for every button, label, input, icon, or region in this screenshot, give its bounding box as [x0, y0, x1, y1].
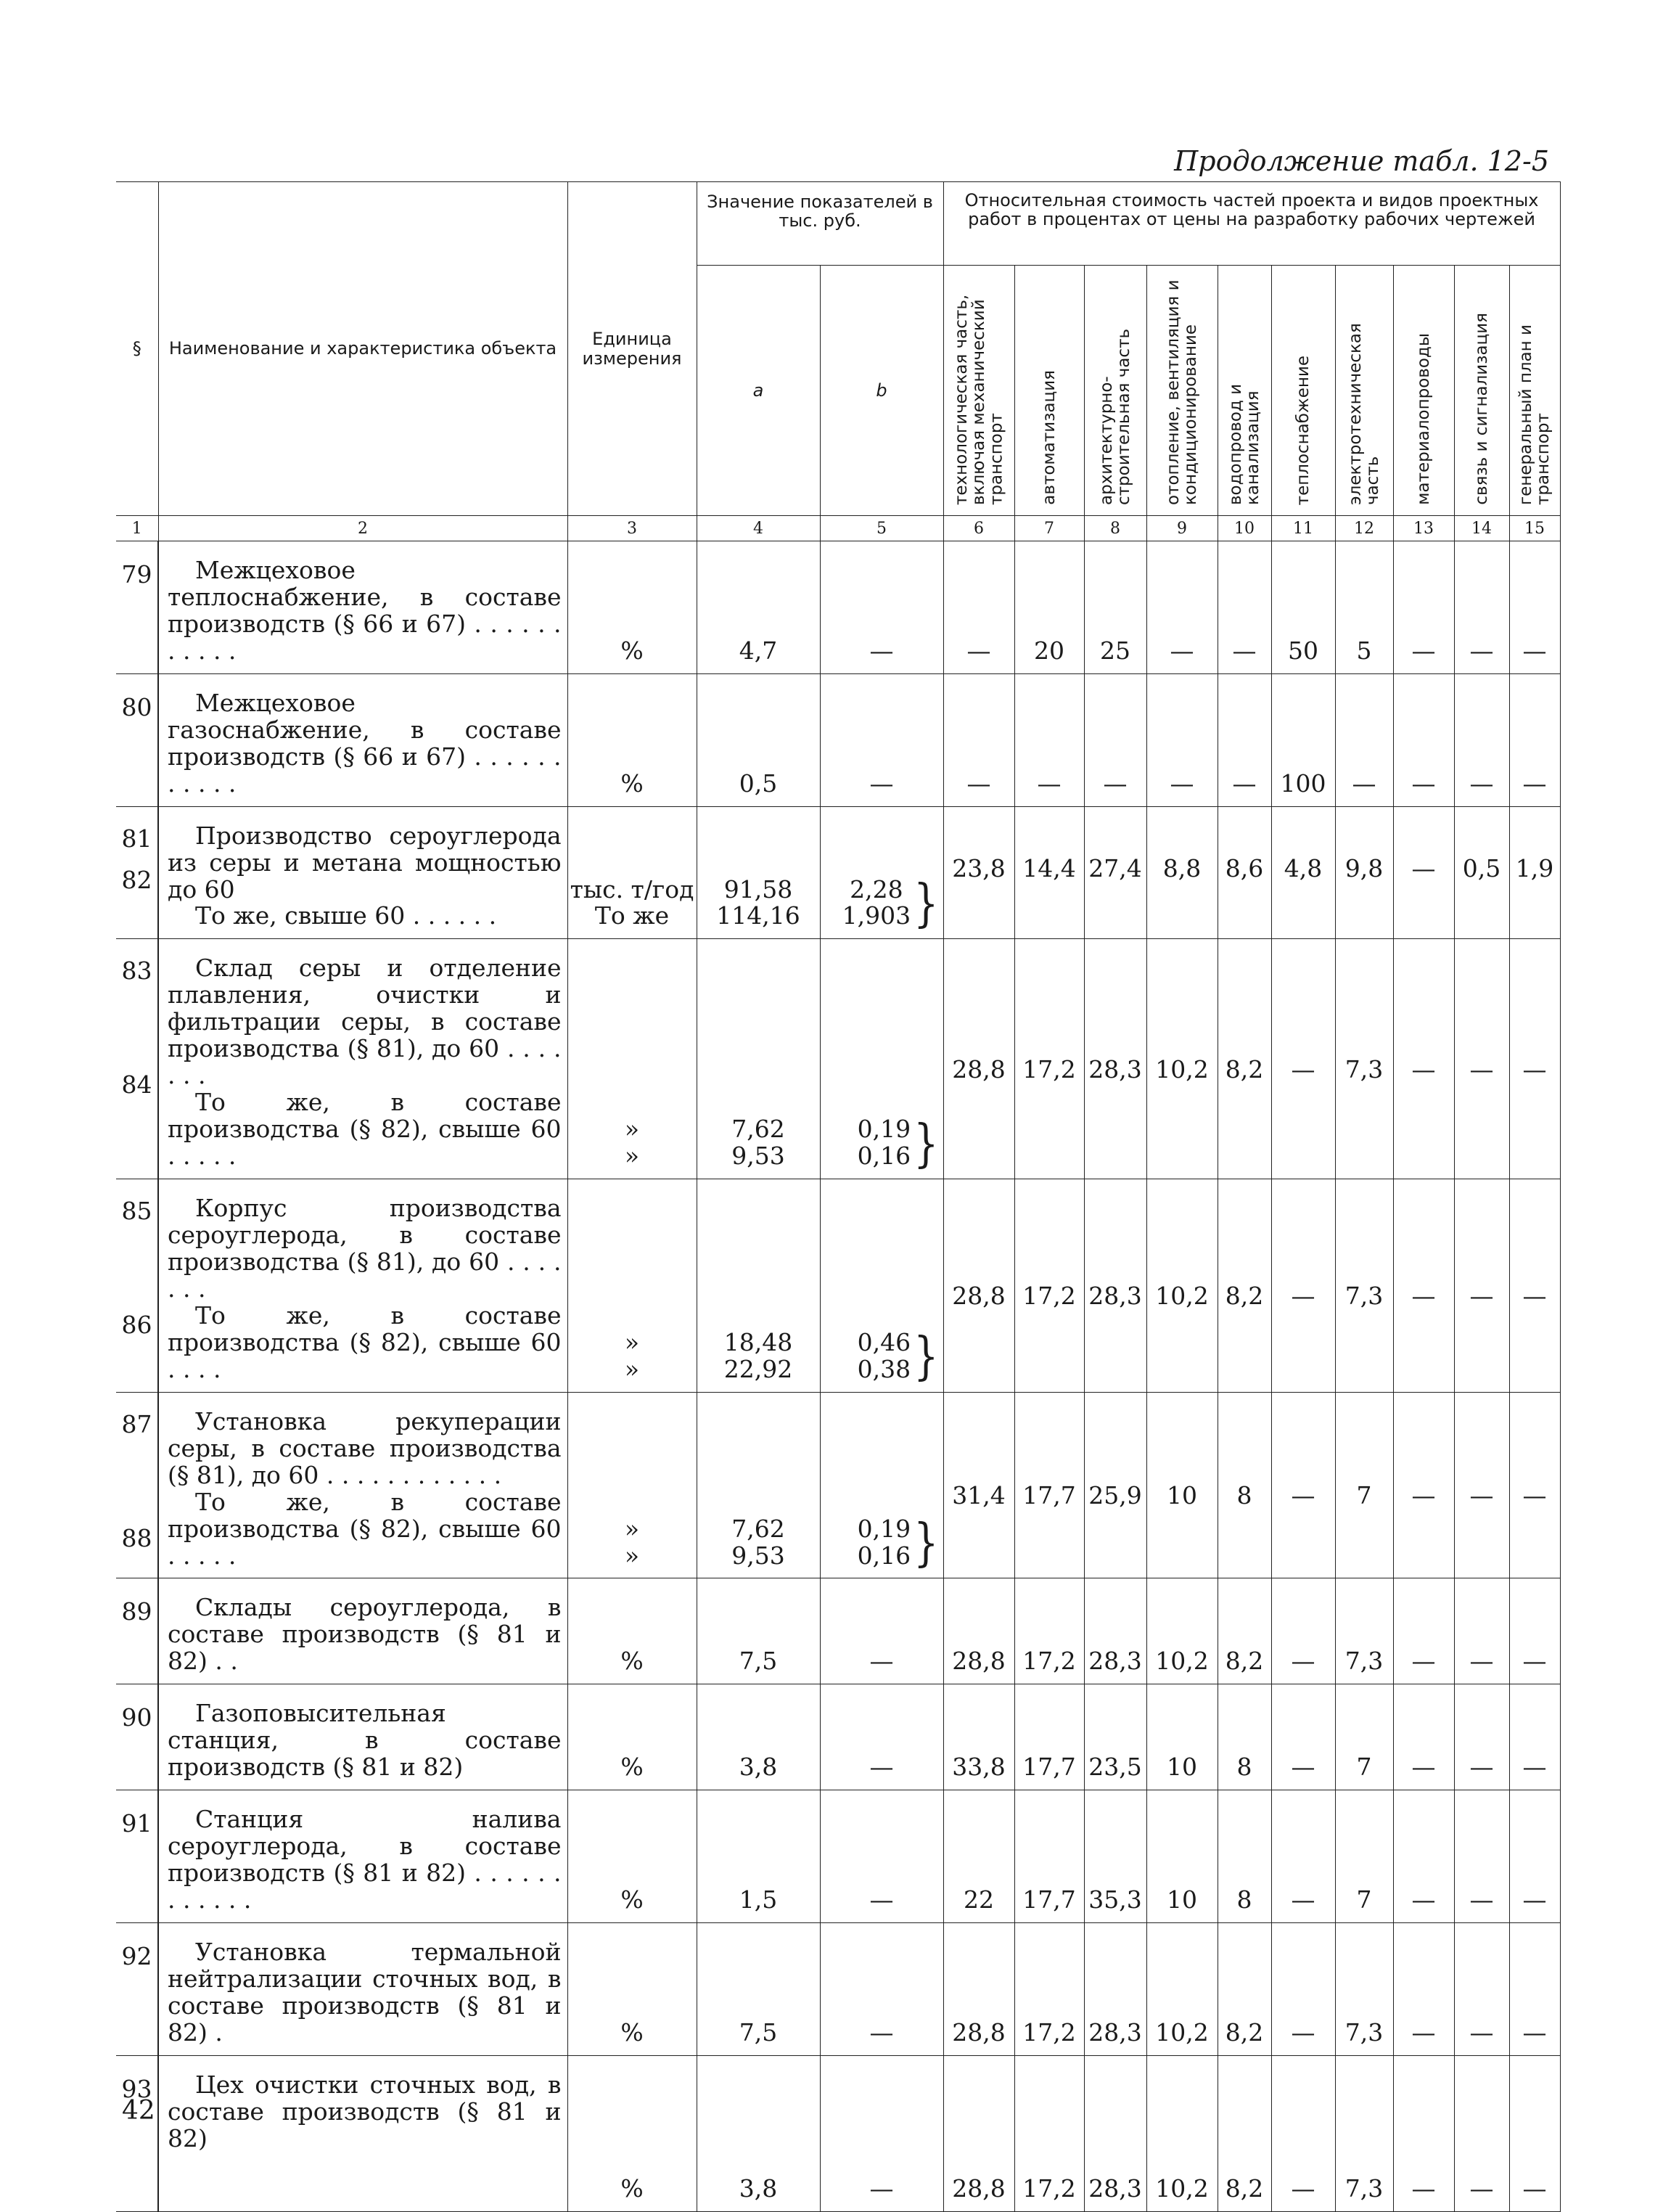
header-col-15: генеральный план и транспорт	[1509, 266, 1560, 516]
cost-cell-col-13: —	[1393, 673, 1454, 806]
column-number: 3	[567, 516, 697, 541]
header-col-10: водопровод и канализация	[1218, 266, 1271, 516]
cost-cell-col-6: 28,8	[943, 1922, 1014, 2055]
column-number: 7	[1014, 516, 1084, 541]
cost-cell-col-13: —	[1393, 939, 1454, 1179]
section-number: 87 88	[116, 1392, 158, 1578]
cost-cell-col-11: —	[1271, 1179, 1335, 1393]
header-unit: Единица измерения	[567, 182, 697, 516]
section-number: 93	[116, 2055, 158, 2211]
column-number: 1	[116, 516, 158, 541]
cost-cell-col-12: 7,3	[1335, 1578, 1393, 1684]
value-a: 7,62 9,53	[697, 939, 820, 1179]
unit-cell: » »	[567, 1392, 697, 1578]
cost-cell-col-12: 7	[1335, 1392, 1393, 1578]
cost-cell-col-10: 8	[1218, 1392, 1271, 1578]
column-number: 15	[1509, 516, 1560, 541]
section-number: 80	[116, 673, 158, 806]
column-number: 5	[820, 516, 943, 541]
cost-cell-col-15: —	[1509, 1790, 1560, 1923]
unit-cell: %	[567, 1684, 697, 1790]
cost-cell-col-7: —	[1014, 673, 1084, 806]
cost-cell-col-14: —	[1454, 541, 1509, 674]
cost-cell-col-13: —	[1393, 1392, 1454, 1578]
column-number: 4	[697, 516, 820, 541]
object-name: Корпус производства сероуглерода, в составе производства (§ 81), до 60 . . . . . . . То же, в составе производства (§ 82), свыше 60 . . . .	[158, 1179, 567, 1393]
cost-cell-col-7: 17,7	[1014, 1790, 1084, 1923]
cost-cell-col-15: —	[1509, 1684, 1560, 1790]
object-name: Станция налива сероуглерода, в составе производств (§ 81 и 82) . . . . . . . . . . . .	[158, 1790, 567, 1923]
cost-cell-col-7: 17,7	[1014, 1684, 1084, 1790]
header-values-group: Значение показателей в тыс. руб.	[697, 182, 943, 266]
cost-cell-col-9: 10,2	[1146, 1922, 1218, 2055]
table-row	[116, 1578, 1560, 1684]
cost-cell-col-11: —	[1271, 1392, 1335, 1578]
cost-cell-col-10: 8,2	[1218, 1578, 1271, 1684]
cost-cell-col-14: —	[1454, 1922, 1509, 2055]
cost-cell-col-9: —	[1146, 673, 1218, 806]
column-number: 12	[1335, 516, 1393, 541]
cost-cell-col-10: 8,2	[1218, 2055, 1271, 2211]
unit-cell: %	[567, 1790, 697, 1923]
cost-cell-col-6: 28,8	[943, 1578, 1014, 1684]
value-a: 0,5	[697, 673, 820, 806]
cost-cell-col-13: —	[1393, 806, 1454, 939]
section-number: 89	[116, 1578, 158, 1684]
cost-cell-col-15: —	[1509, 1922, 1560, 2055]
cost-cell-col-9: 10,2	[1146, 939, 1218, 1179]
table-row	[116, 1179, 1560, 1393]
table-row	[116, 1392, 1560, 1578]
header-col-6: технологическая часть, включая механический транспорт	[943, 266, 1014, 516]
brace-icon: }	[913, 1326, 939, 1386]
header-cost-group: Относительная стоимость частей проекта и видов проектных работ в процентах от цены на разработку рабочих чертежей	[943, 182, 1560, 266]
cost-cell-col-10: 8	[1218, 1790, 1271, 1923]
unit-cell: » »	[567, 1179, 697, 1393]
unit-cell: » »	[567, 939, 697, 1179]
cost-cell-col-11: —	[1271, 1922, 1335, 2055]
cost-cell-col-12: 9,8	[1335, 806, 1393, 939]
table-caption: Продолжение табл. 12-5	[1174, 145, 1549, 177]
cost-cell-col-9: 10	[1146, 1790, 1218, 1923]
cost-cell-col-11: —	[1271, 2055, 1335, 2211]
value-a: 3,8	[697, 2055, 820, 2211]
cost-cell-col-9: 10,2	[1146, 2055, 1218, 2211]
cost-cell-col-12: 7,3	[1335, 939, 1393, 1179]
header-col-8: архитектурно-строительная часть	[1084, 266, 1146, 516]
table-row	[116, 2055, 1560, 2211]
cost-cell-col-7: 17,2	[1014, 2055, 1084, 2211]
cost-cell-col-6: 23,8	[943, 806, 1014, 939]
cost-cell-col-6: —	[943, 673, 1014, 806]
cost-cell-col-15: —	[1509, 673, 1560, 806]
header-a: a	[697, 266, 820, 516]
cost-cell-col-15: —	[1509, 939, 1560, 1179]
cost-cell-col-11: 4,8	[1271, 806, 1335, 939]
value-b: 2,28 1,903 }	[820, 806, 943, 939]
column-number: 8	[1084, 516, 1146, 541]
cost-cell-col-10: 8,2	[1218, 1922, 1271, 2055]
value-a: 91,58 114,16	[697, 806, 820, 939]
cost-cell-col-8: 25	[1084, 541, 1146, 674]
section-number: 83 84	[116, 939, 158, 1179]
value-a: 18,48 22,92	[697, 1179, 820, 1393]
cost-cell-col-13: —	[1393, 2055, 1454, 2211]
cost-cell-col-10: —	[1218, 541, 1271, 674]
column-number: 10	[1218, 516, 1271, 541]
value-a: 4,7	[697, 541, 820, 674]
column-number: 11	[1271, 516, 1335, 541]
table-row	[116, 1790, 1560, 1923]
cost-cell-col-14: —	[1454, 1578, 1509, 1684]
column-number: 9	[1146, 516, 1218, 541]
column-number: 2	[158, 516, 567, 541]
cost-cell-col-13: —	[1393, 1578, 1454, 1684]
header-col-13: материалопроводы	[1393, 266, 1454, 516]
object-name: Склады сероуглерода, в составе производств (§ 81 и 82) . .	[158, 1578, 567, 1684]
column-number: 6	[943, 516, 1014, 541]
table-row	[116, 541, 1560, 674]
value-a: 1,5	[697, 1790, 820, 1923]
cost-cell-col-7: 14,4	[1014, 806, 1084, 939]
cost-cell-col-11: —	[1271, 1684, 1335, 1790]
cost-cell-col-14: —	[1454, 673, 1509, 806]
cost-table	[116, 181, 1561, 2212]
unit-cell: %	[567, 673, 697, 806]
cost-cell-col-10: 8,2	[1218, 1179, 1271, 1393]
cost-cell-col-9: 8,8	[1146, 806, 1218, 939]
section-number: 85 86	[116, 1179, 158, 1393]
header-section: §	[116, 182, 158, 516]
header-col-11: теплоснабжение	[1271, 266, 1335, 516]
cost-cell-col-15: —	[1509, 1392, 1560, 1578]
cost-cell-col-9: 10,2	[1146, 1179, 1218, 1393]
cost-cell-col-10: 8,6	[1218, 806, 1271, 939]
cost-cell-col-8: 28,3	[1084, 1179, 1146, 1393]
value-b: —	[820, 1684, 943, 1790]
section-number: 90	[116, 1684, 158, 1790]
cost-cell-col-15: —	[1509, 2055, 1560, 2211]
page-number: 42	[122, 2096, 155, 2126]
cost-cell-col-15: —	[1509, 541, 1560, 674]
value-b: —	[820, 541, 943, 674]
value-a: 3,8	[697, 1684, 820, 1790]
cost-cell-col-12: —	[1335, 673, 1393, 806]
value-b: —	[820, 673, 943, 806]
cost-cell-col-7: 17,2	[1014, 1922, 1084, 2055]
table-row	[116, 673, 1560, 806]
unit-cell: %	[567, 2055, 697, 2211]
cost-cell-col-15: —	[1509, 1578, 1560, 1684]
cost-cell-col-13: —	[1393, 1790, 1454, 1923]
cost-cell-col-13: —	[1393, 1922, 1454, 2055]
cost-cell-col-14: —	[1454, 939, 1509, 1179]
cost-cell-col-10: 8,2	[1218, 939, 1271, 1179]
header-name: Наименование и характеристика объекта	[158, 182, 567, 516]
cost-cell-col-6: 28,8	[943, 1179, 1014, 1393]
table-row	[116, 806, 1560, 939]
column-number: 13	[1393, 516, 1454, 541]
cost-cell-col-10: —	[1218, 673, 1271, 806]
cost-cell-col-11: —	[1271, 939, 1335, 1179]
cost-cell-col-13: —	[1393, 1179, 1454, 1393]
cost-cell-col-8: 28,3	[1084, 1922, 1146, 2055]
table-row	[116, 939, 1560, 1179]
cost-cell-col-14: —	[1454, 1684, 1509, 1790]
value-b: 0,19 0,16 }	[820, 1392, 943, 1578]
header-b: b	[820, 266, 943, 516]
cost-cell-col-8: 25,9	[1084, 1392, 1146, 1578]
cost-cell-col-14: 0,5	[1454, 806, 1509, 939]
cost-cell-col-14: —	[1454, 1392, 1509, 1578]
value-a: 7,5	[697, 1922, 820, 2055]
value-b: —	[820, 1578, 943, 1684]
header-col-9: отопление, вентиляция и кондиционирование	[1146, 266, 1218, 516]
cost-cell-col-6: 28,8	[943, 939, 1014, 1179]
section-number: 92	[116, 1922, 158, 2055]
cost-cell-col-9: 10	[1146, 1392, 1218, 1578]
unit-cell: тыс. т/год То же	[567, 806, 697, 939]
object-name: Межцеховое газоснабжение, в составе производств (§ 66 и 67) . . . . . . . . . . .	[158, 673, 567, 806]
cost-cell-col-6: 31,4	[943, 1392, 1014, 1578]
object-name: Склад серы и отделение плавления, очистки и фильтрации серы, в составе производства (§ 81), до 60 . . . . . . . То же, в составе производства (§ 82), свыше 60 . . . . .	[158, 939, 567, 1179]
section-number: 91	[116, 1790, 158, 1923]
cost-cell-col-9: —	[1146, 541, 1218, 674]
header-row-top	[116, 182, 1560, 266]
cost-cell-col-6: 22	[943, 1790, 1014, 1923]
cost-cell-col-15: —	[1509, 1179, 1560, 1393]
cost-cell-col-7: 17,2	[1014, 939, 1084, 1179]
object-name: Газоповысительная станция, в составе производств (§ 81 и 82)	[158, 1684, 567, 1790]
cost-cell-col-8: 27,4	[1084, 806, 1146, 939]
table-row	[116, 1922, 1560, 2055]
cost-cell-col-15: 1,9	[1509, 806, 1560, 939]
value-b: —	[820, 1790, 943, 1923]
column-number-row	[116, 516, 1560, 541]
cost-cell-col-11: 100	[1271, 673, 1335, 806]
cost-cell-col-8: 35,3	[1084, 1790, 1146, 1923]
table-row	[116, 1684, 1560, 1790]
cost-cell-col-13: —	[1393, 541, 1454, 674]
section-number: 79	[116, 541, 158, 674]
cost-cell-col-8: 23,5	[1084, 1684, 1146, 1790]
brace-icon: }	[913, 1113, 939, 1173]
cost-cell-col-7: 17,7	[1014, 1392, 1084, 1578]
cost-cell-col-6: 33,8	[943, 1684, 1014, 1790]
cost-cell-col-8: 28,3	[1084, 2055, 1146, 2211]
cost-cell-col-11: —	[1271, 1790, 1335, 1923]
value-a: 7,62 9,53	[697, 1392, 820, 1578]
cost-cell-col-14: —	[1454, 1790, 1509, 1923]
object-name: Межцеховое теплоснабжение, в составе производств (§ 66 и 67) . . . . . . . . . . .	[158, 541, 567, 674]
object-name: Установка термальной нейтрализации сточных вод, в составе производств (§ 81 и 82) .	[158, 1922, 567, 2055]
value-b: 0,19 0,16 }	[820, 939, 943, 1179]
header-col-7: автоматизация	[1014, 266, 1084, 516]
cost-cell-col-6: —	[943, 541, 1014, 674]
brace-icon: }	[913, 1512, 939, 1573]
cost-cell-col-10: 8	[1218, 1684, 1271, 1790]
cost-cell-col-7: 20	[1014, 541, 1084, 674]
cost-cell-col-12: 7,3	[1335, 1922, 1393, 2055]
section-number: 81 82	[116, 806, 158, 939]
cost-cell-col-8: —	[1084, 673, 1146, 806]
cost-cell-col-13: —	[1393, 1684, 1454, 1790]
unit-cell: %	[567, 541, 697, 674]
unit-cell: %	[567, 1578, 697, 1684]
value-b: —	[820, 1922, 943, 2055]
cost-cell-col-6: 28,8	[943, 2055, 1014, 2211]
cost-cell-col-12: 7	[1335, 1684, 1393, 1790]
cost-cell-col-8: 28,3	[1084, 939, 1146, 1179]
cost-cell-col-9: 10	[1146, 1684, 1218, 1790]
cost-cell-col-14: —	[1454, 2055, 1509, 2211]
cost-cell-col-12: 5	[1335, 541, 1393, 674]
object-name: Производство сероуглерода из серы и метана мощностью до 60 То же, свыше 60 . . . . . .	[158, 806, 567, 939]
cost-cell-col-11: —	[1271, 1578, 1335, 1684]
cost-cell-col-12: 7,3	[1335, 2055, 1393, 2211]
value-a: 7,5	[697, 1578, 820, 1684]
column-number: 14	[1454, 516, 1509, 541]
value-b: 0,46 0,38 }	[820, 1179, 943, 1393]
cost-cell-col-11: 50	[1271, 541, 1335, 674]
object-name: Цех очистки сточных вод, в составе производств (§ 81 и 82)	[158, 2055, 567, 2211]
cost-cell-col-7: 17,2	[1014, 1179, 1084, 1393]
unit-cell: %	[567, 1922, 697, 2055]
brace-icon: }	[913, 873, 939, 933]
cost-cell-col-7: 17,2	[1014, 1578, 1084, 1684]
object-name: Установка рекуперации серы, в составе производства (§ 81), до 60 . . . . . . . . . . . . То же, в составе производства (§ 82), свыше 60 . . . . .	[158, 1392, 567, 1578]
cost-cell-col-9: 10,2	[1146, 1578, 1218, 1684]
header-col-12: электротехническая часть	[1335, 266, 1393, 516]
cost-cell-col-14: —	[1454, 1179, 1509, 1393]
header-col-14: связь и сигнализация	[1454, 266, 1509, 516]
cost-cell-col-8: 28,3	[1084, 1578, 1146, 1684]
value-b: —	[820, 2055, 943, 2211]
cost-cell-col-12: 7	[1335, 1790, 1393, 1923]
cost-cell-col-12: 7,3	[1335, 1179, 1393, 1393]
